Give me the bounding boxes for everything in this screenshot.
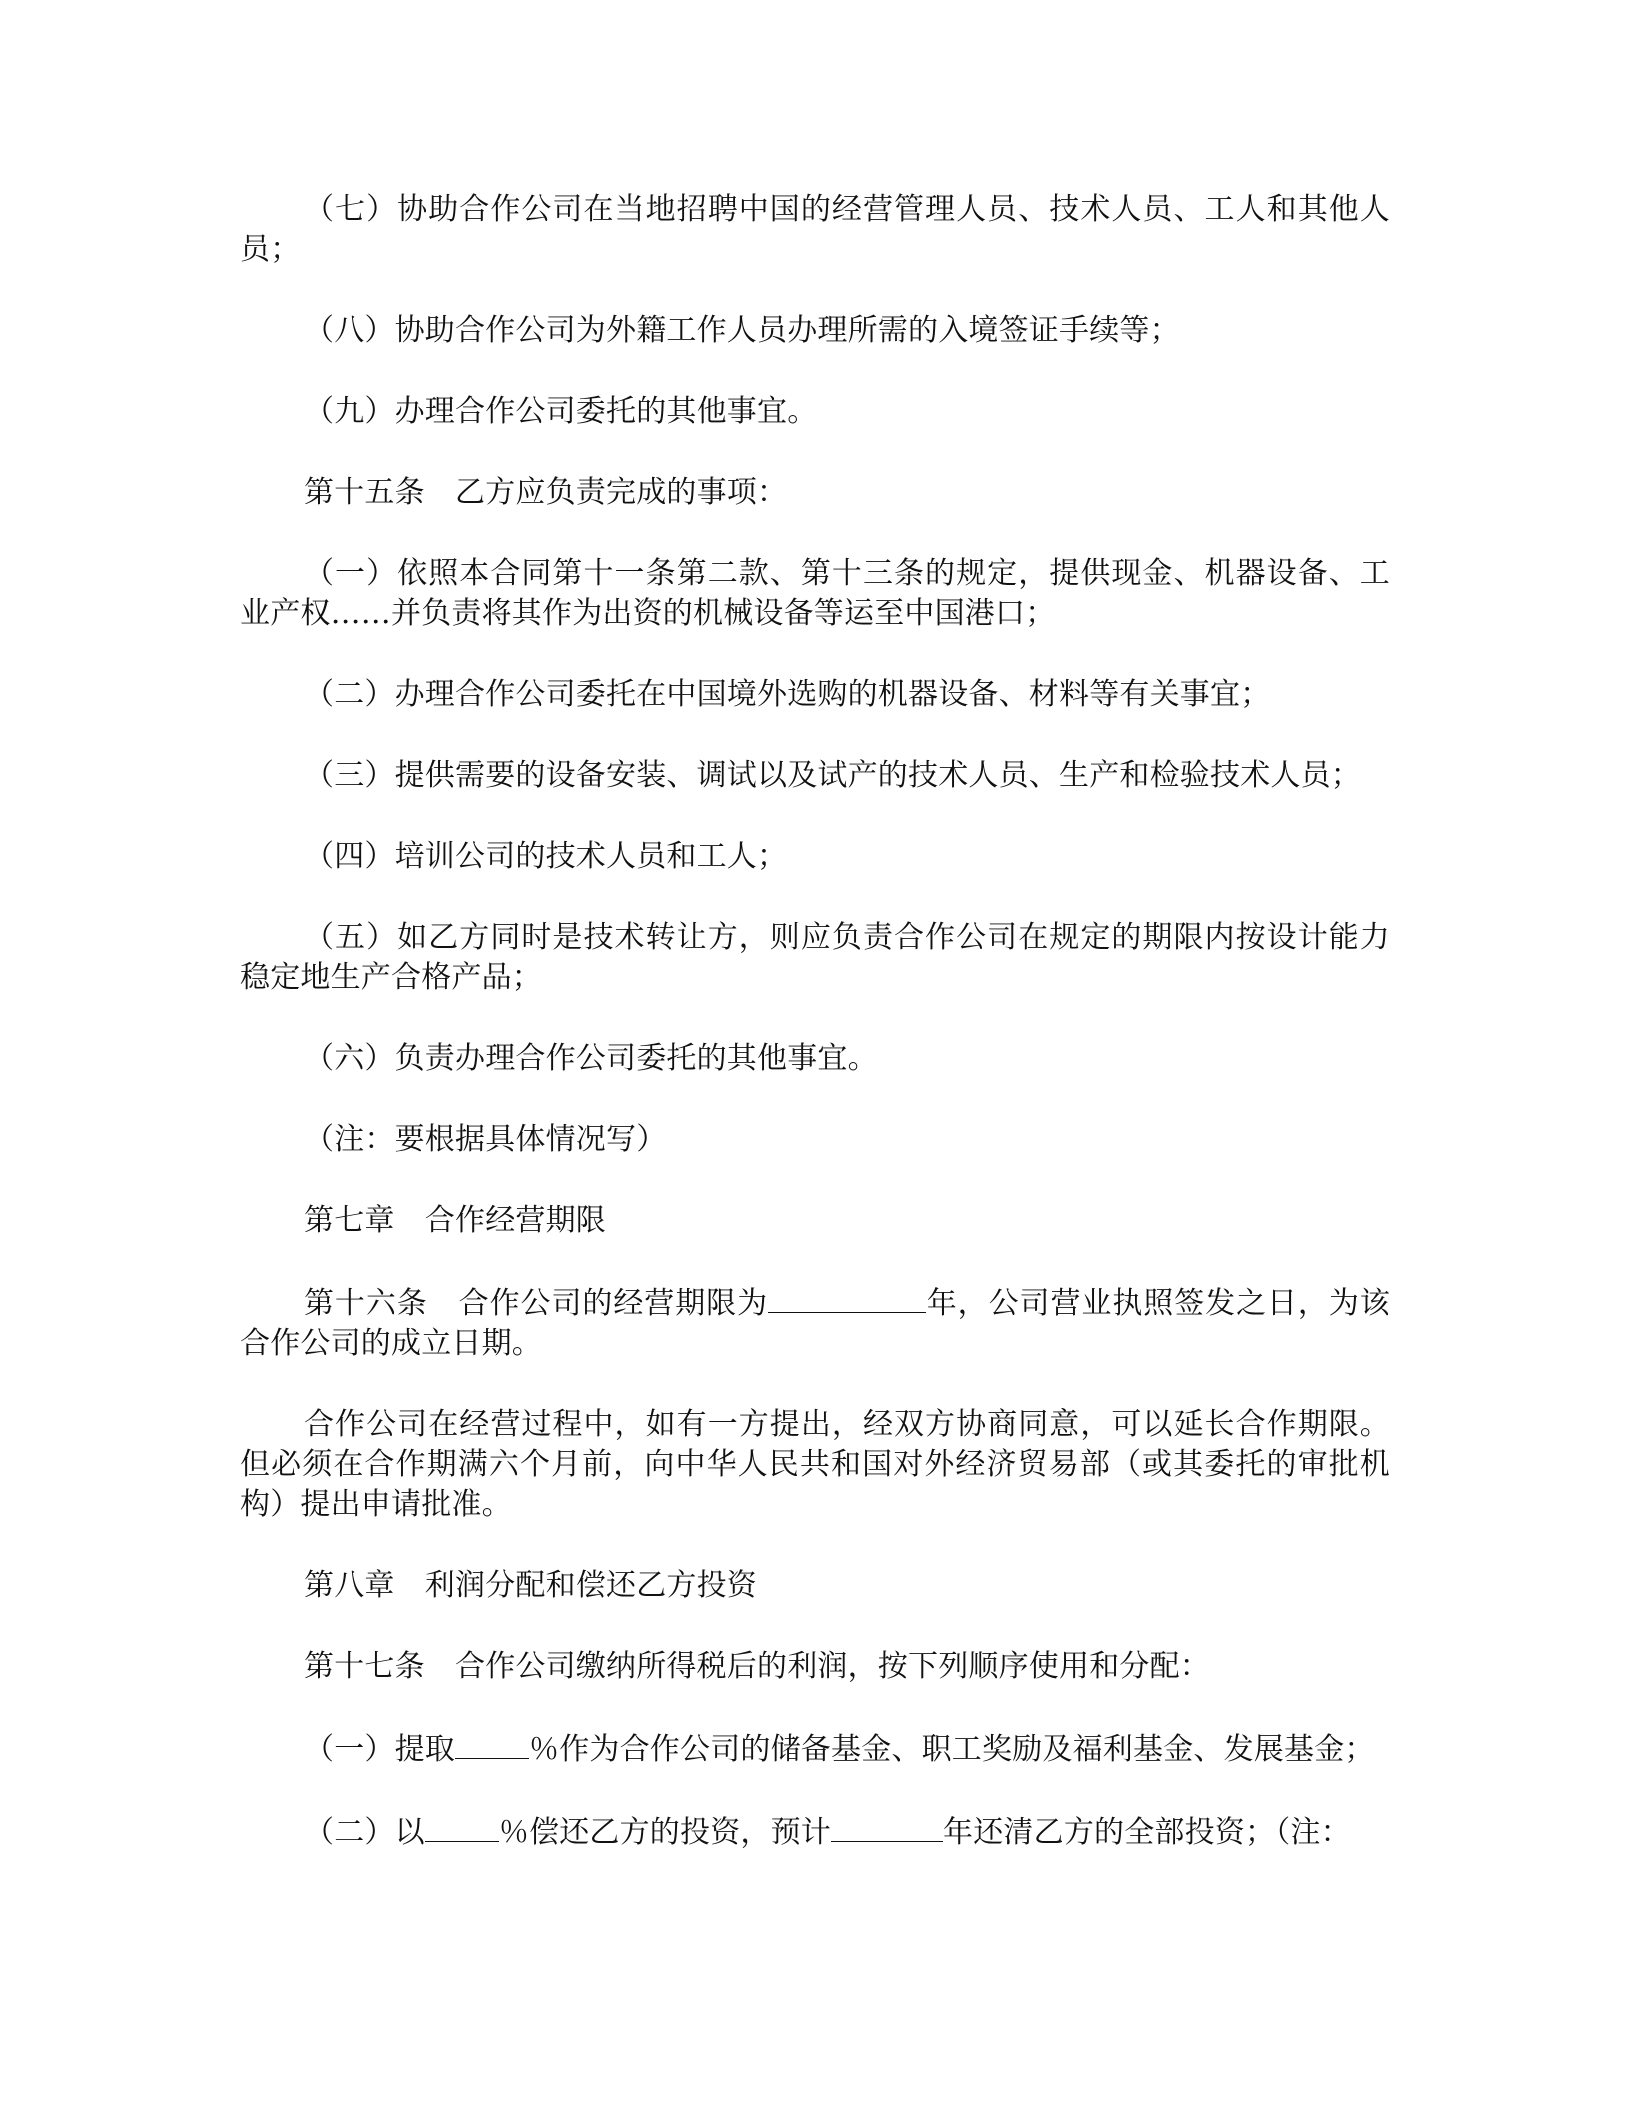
paragraph-note: （注：要根据具体情况写） <box>304 1122 667 1157</box>
paragraph-technology-transfer: （五）如乙方同时是技术转让方，则应负责合作公司在规定的期限内按设计能力稳定地生产合格产品； <box>240 920 1390 995</box>
article-16 <box>240 1282 1390 1364</box>
repay-part-a: （二）以 <box>304 1815 425 1850</box>
paragraph-overseas-purchase: （二）办理合作公司委托在中国境外选购的机器设备、材料等有关事宜； <box>304 677 1271 712</box>
paragraph-entrusted-matters: （六）负责办理合作公司委托的其他事宜。 <box>304 1041 878 1076</box>
document-page <box>240 190 1390 1894</box>
paragraph-assist-hiring: （七）协助合作公司在当地招聘中国的经营管理人员、技术人员、工人和其他人员； <box>240 192 1390 267</box>
blank-repay-years <box>831 1811 943 1842</box>
blank-operating-term <box>768 1282 926 1313</box>
article-16-part-b: 年，公司营业执照签发之日，为该合作公司的成立日期。 <box>240 1286 1390 1361</box>
chapter-7-heading: 第七章 合作经营期限 <box>304 1203 606 1238</box>
blank-repay-percent <box>425 1811 499 1842</box>
paragraph-assist-visa: （八）协助合作公司为外籍工作人员办理所需的入境签证手续等； <box>304 313 1180 348</box>
paragraph-term-extension: 合作公司在经营过程中，如有一方提出，经双方协商同意，可以延长合作期限。但必须在合作期满六个月前，向中华人民共和国对外经济贸易部（或其委托的审批机构）提出申请批准。 <box>240 1407 1390 1522</box>
reserve-fund-part-a: （一）提取 <box>304 1732 455 1767</box>
chapter-8-heading: 第八章 利润分配和偿还乙方投资 <box>304 1568 757 1603</box>
blank-reserve-percent <box>455 1728 529 1759</box>
paragraph-training: （四）培训公司的技术人员和工人； <box>304 839 788 874</box>
repay-part-b: ％偿还乙方的投资，预计 <box>498 1815 832 1850</box>
paragraph-reserve-fund <box>240 1728 1390 1770</box>
repay-part-c: 年还清乙方的全部投资；（注： <box>943 1815 1351 1850</box>
paragraph-repay-investment <box>240 1811 1390 1853</box>
paragraph-provide-capital: （一）依照本合同第十一条第二款、第十三条的规定，提供现金、机器设备、工业产权……并负责将其作为出资的机械设备等运至中国港口； <box>240 556 1390 631</box>
paragraph-technical-staff: （三）提供需要的设备安装、调试以及试产的技术人员、生产和检验技术人员； <box>304 758 1361 793</box>
article-17-heading: 第十七条 合作公司缴纳所得税后的利润，按下列顺序使用和分配： <box>304 1649 1210 1684</box>
reserve-fund-part-b: ％作为合作公司的储备基金、职工奖励及福利基金、发展基金； <box>529 1732 1375 1767</box>
article-15-heading: 第十五条 乙方应负责完成的事项： <box>304 475 788 510</box>
paragraph-other-matters: （九）办理合作公司委托的其他事宜。 <box>304 394 818 429</box>
article-16-part-a: 第十六条 合作公司的经营期限为 <box>304 1286 768 1321</box>
